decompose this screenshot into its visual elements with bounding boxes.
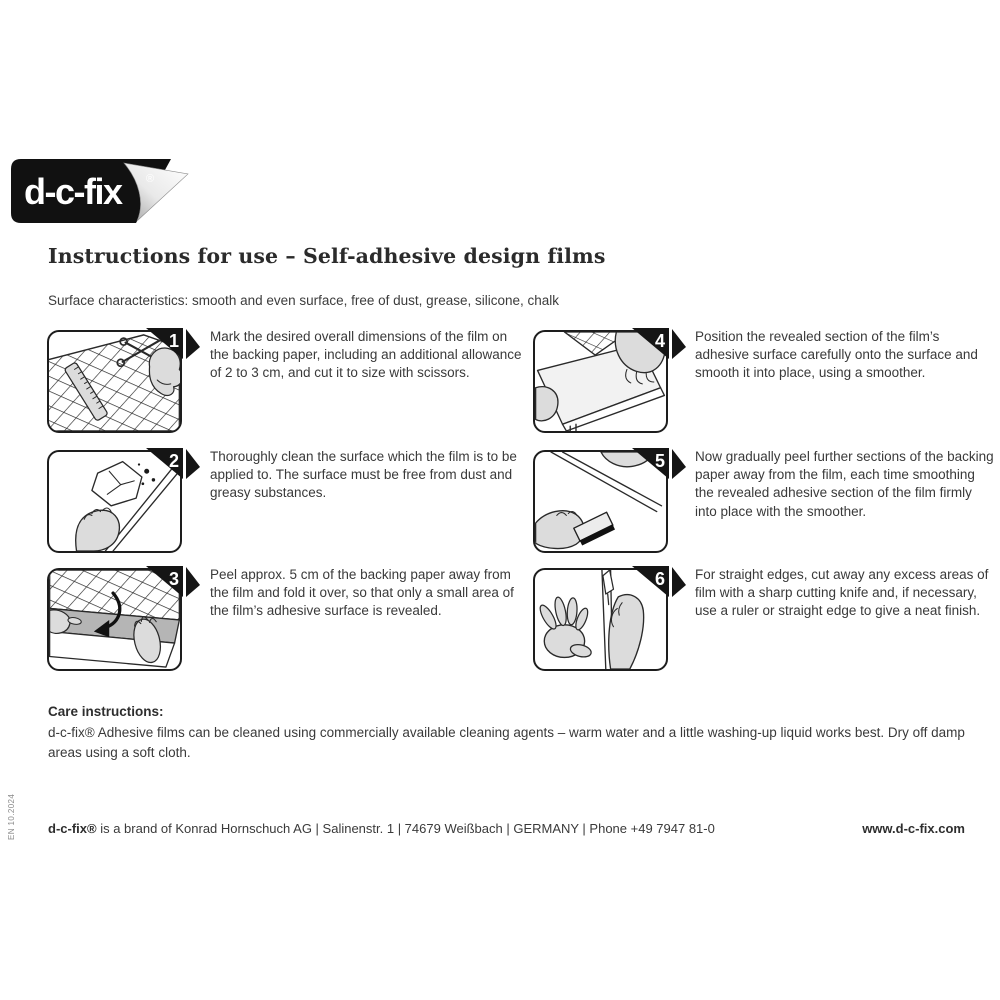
company-info xyxy=(48,821,715,836)
step-5-figure xyxy=(533,450,668,553)
hand-icon xyxy=(76,510,120,551)
step-1-text: Mark the desired overall dimensions of the film on the backing paper, including an additional allowance of 2 to 3 cm, and cut it to size with scissors. xyxy=(210,329,522,381)
step-5-text: Now gradually peel further sections of the backing paper away from the film, each time smoothing the revealed adhesive section of the film firmly into place with the smoother. xyxy=(695,449,994,519)
step-6-figure xyxy=(533,568,668,671)
edition-code: EN 10.2024 xyxy=(7,793,16,840)
step-2-figure xyxy=(47,450,182,553)
svg-text:1: 1 xyxy=(168,331,180,351)
knife-icon xyxy=(603,570,614,594)
step-1-figure xyxy=(47,330,182,433)
svg-text:5: 5 xyxy=(654,451,666,471)
steps-grid xyxy=(47,329,994,675)
step-2-text: Thoroughly clean the surface which the film is to be applied to. The surface must be free from dust and greasy substances. xyxy=(210,449,517,501)
website-url: www.d-c-fix.com xyxy=(862,821,965,836)
page-title: Instructions for use – Self-adhesive design films xyxy=(48,244,606,268)
footer-company-text: is a brand of Konrad Hornschuch AG | Salinenstr. 1 | 74679 Weißbach | GERMANY | Phone +49 7947 81-0 xyxy=(96,821,715,836)
dcfix-logo xyxy=(8,157,213,225)
step-3-figure xyxy=(47,568,182,671)
svg-text:6: 6 xyxy=(654,569,666,589)
dust-dot xyxy=(138,463,140,465)
svg-text:2: 2 xyxy=(168,451,180,471)
step-3-text: Peel approx. 5 cm of the backing paper away from the film and fold it over, so that only a small area of the film’s adhesive surface is revealed. xyxy=(210,567,514,619)
footer xyxy=(48,821,965,836)
step-6-number-badge xyxy=(632,566,686,598)
svg-text:4: 4 xyxy=(654,331,666,351)
step-1-number-badge xyxy=(146,328,200,360)
step-3-number-badge xyxy=(146,566,200,598)
step-6-text: For straight edges, cut away any excess areas of film with a sharp cutting knife and, if necessary, use a ruler or straight edge to give a neat finish. xyxy=(695,567,989,619)
step-4-figure xyxy=(533,330,668,433)
step-4-number-badge xyxy=(632,328,686,360)
hand-icon xyxy=(537,596,592,659)
footer-brand: d-c-fix® xyxy=(48,821,97,836)
logo-wordmark: d-c-fix xyxy=(24,171,122,212)
step-4-text: Position the revealed section of the film’s adhesive surface carefully onto the surface and smooth it into place, using a smoother. xyxy=(695,329,978,381)
care-instructions-body: d-c-fix® Adhesive films can be cleaned using commercially available cleaning agents – warm water and a little washing-up liquid works best. Dry off damp areas using a soft cloth. xyxy=(48,725,965,760)
hand-icon xyxy=(536,387,558,421)
care-instructions-heading: Care instructions: xyxy=(48,704,164,719)
surface-characteristics-note: Surface characteristics: smooth and even surface, free of dust, grease, silicone, chalk xyxy=(48,293,560,308)
cloth-icon xyxy=(92,462,142,506)
svg-text:3: 3 xyxy=(168,569,180,589)
logo-registered-mark: ® xyxy=(146,173,155,185)
hand-icon xyxy=(609,595,644,669)
step-5-number-badge xyxy=(632,448,686,480)
dust-dot xyxy=(142,482,145,485)
step-2-number-badge xyxy=(146,448,200,480)
